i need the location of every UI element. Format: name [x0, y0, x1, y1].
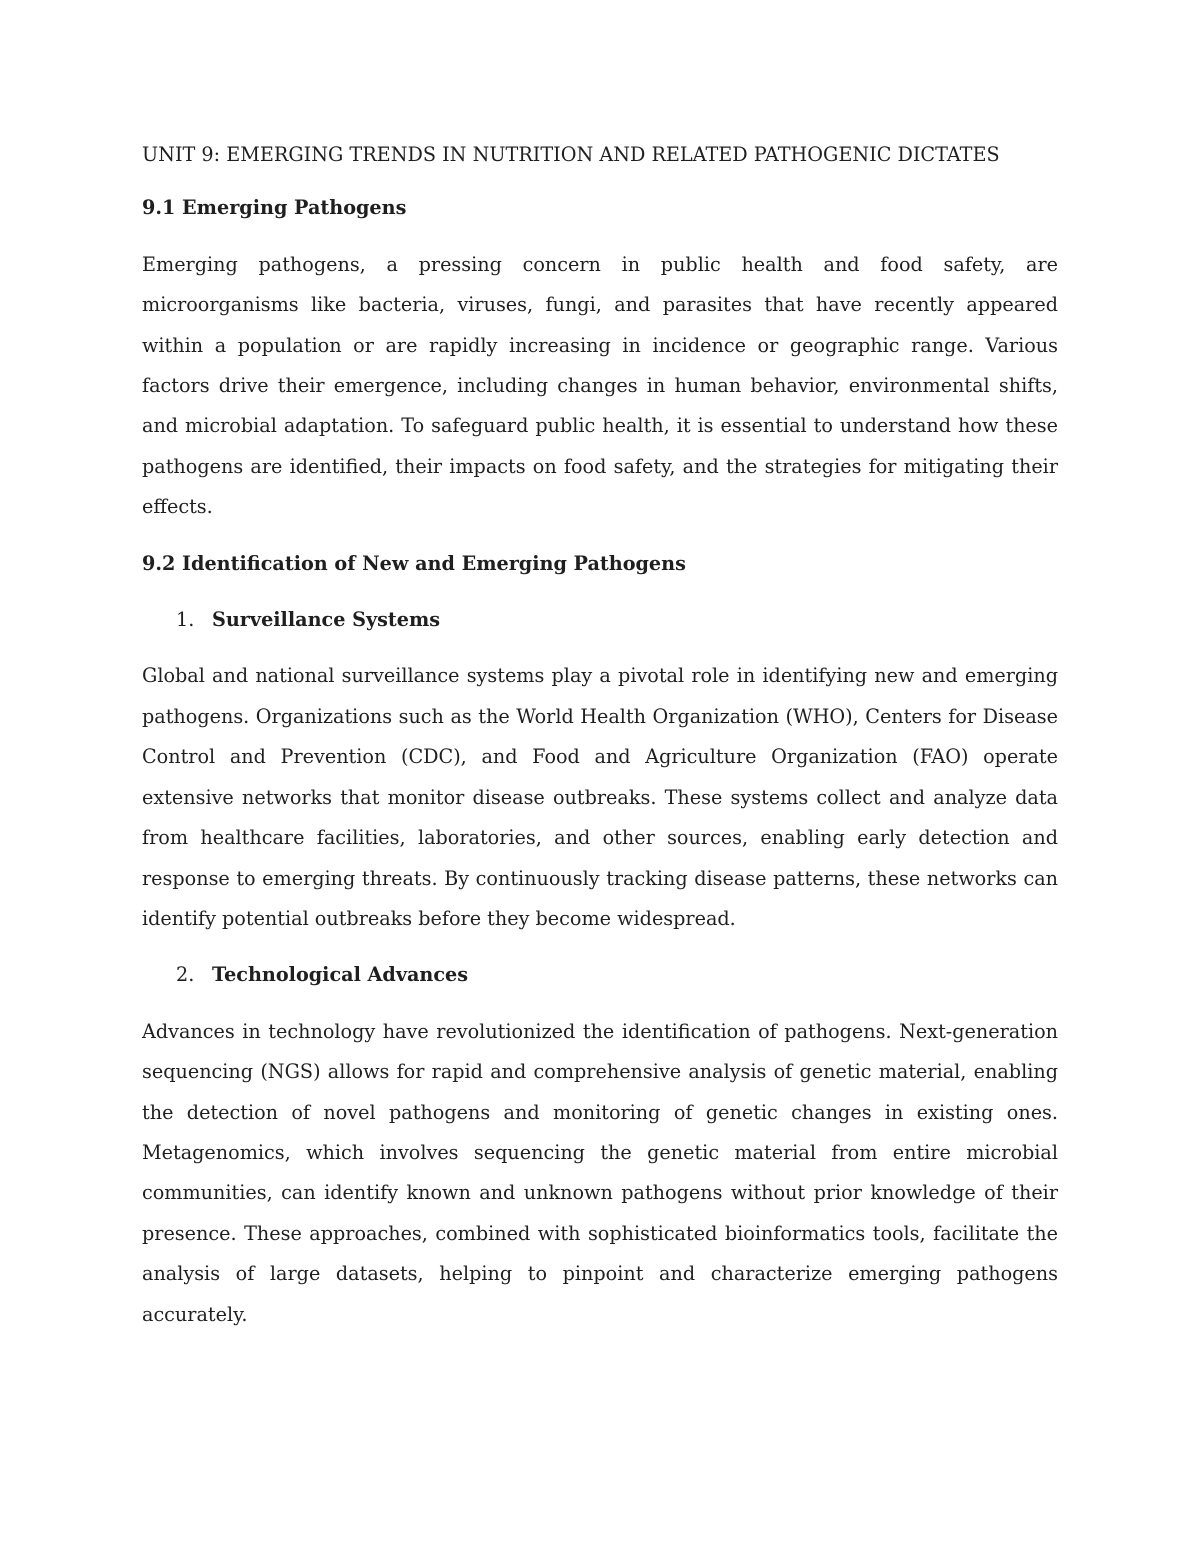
list-number: 1. [176, 608, 195, 632]
section-heading-emerging-pathogens: 9.1 Emerging Pathogens [142, 196, 407, 220]
unit-title: UNIT 9: EMERGING TRENDS IN NUTRITION AND RELATED PATHOGENIC DICTATES [142, 143, 1000, 166]
paragraph-technological-advances: Advances in technology have revolutionized the identification of pathogens. Next-generation sequencing (NGS) allows for rapid and comprehensive analysis of genetic material, enabling the detection of novel pathogens and monitoring of genetic changes in existing ones. Metagenomics, which involves sequencing the genetic material from entire microbial communities, can identify known and unknown pathogens without prior knowledge of their presence. These approaches, combined with sophisticated bioinformatics tools, facilitate the analysis of large datasets, helping to pinpoint and characterize emerging pathogens accurately. [142, 1019, 1058, 1326]
list-number: 2. [176, 963, 195, 987]
list-item-surveillance [142, 600, 1058, 640]
list-item-technological [142, 955, 1058, 995]
section-heading-identification: 9.2 Identification of New and Emerging Pathogens [142, 551, 686, 575]
paragraph-emerging-pathogens: Emerging pathogens, a pressing concern in public health and food safety, are microorganisms like bacteria, viruses, fungi, and parasites that have recently appeared within a population or are rapidly increasing in incidence or geographic range. Various factors drive their emergence, including changes in human behavior, environmental shifts, and microbial adaptation. To safeguard public health, it is essential to understand how these pathogens are identified, their impacts on food safety, and the strategies for mitigating their effects. [142, 252, 1058, 519]
document-body [142, 135, 1058, 1351]
paragraph-surveillance-systems: Global and national surveillance systems play a pivotal role in identifying new and emerging pathogens. Organizations such as the World Health Organization (WHO), Centers for Disease Control and Prevention (CDC), and Food and Agriculture Organization (FAO) operate extensive networks that monitor disease outbreaks. These systems collect and analyze data from healthcare facilities, laboratories, and other sources, enabling early detection and response to emerging threats. By continuously tracking disease patterns, these networks can identify potential outbreaks before they become widespread. [142, 664, 1058, 930]
list-label-technological-advances: Technological Advances [212, 963, 469, 987]
list-label-surveillance-systems: Surveillance Systems [212, 608, 441, 632]
